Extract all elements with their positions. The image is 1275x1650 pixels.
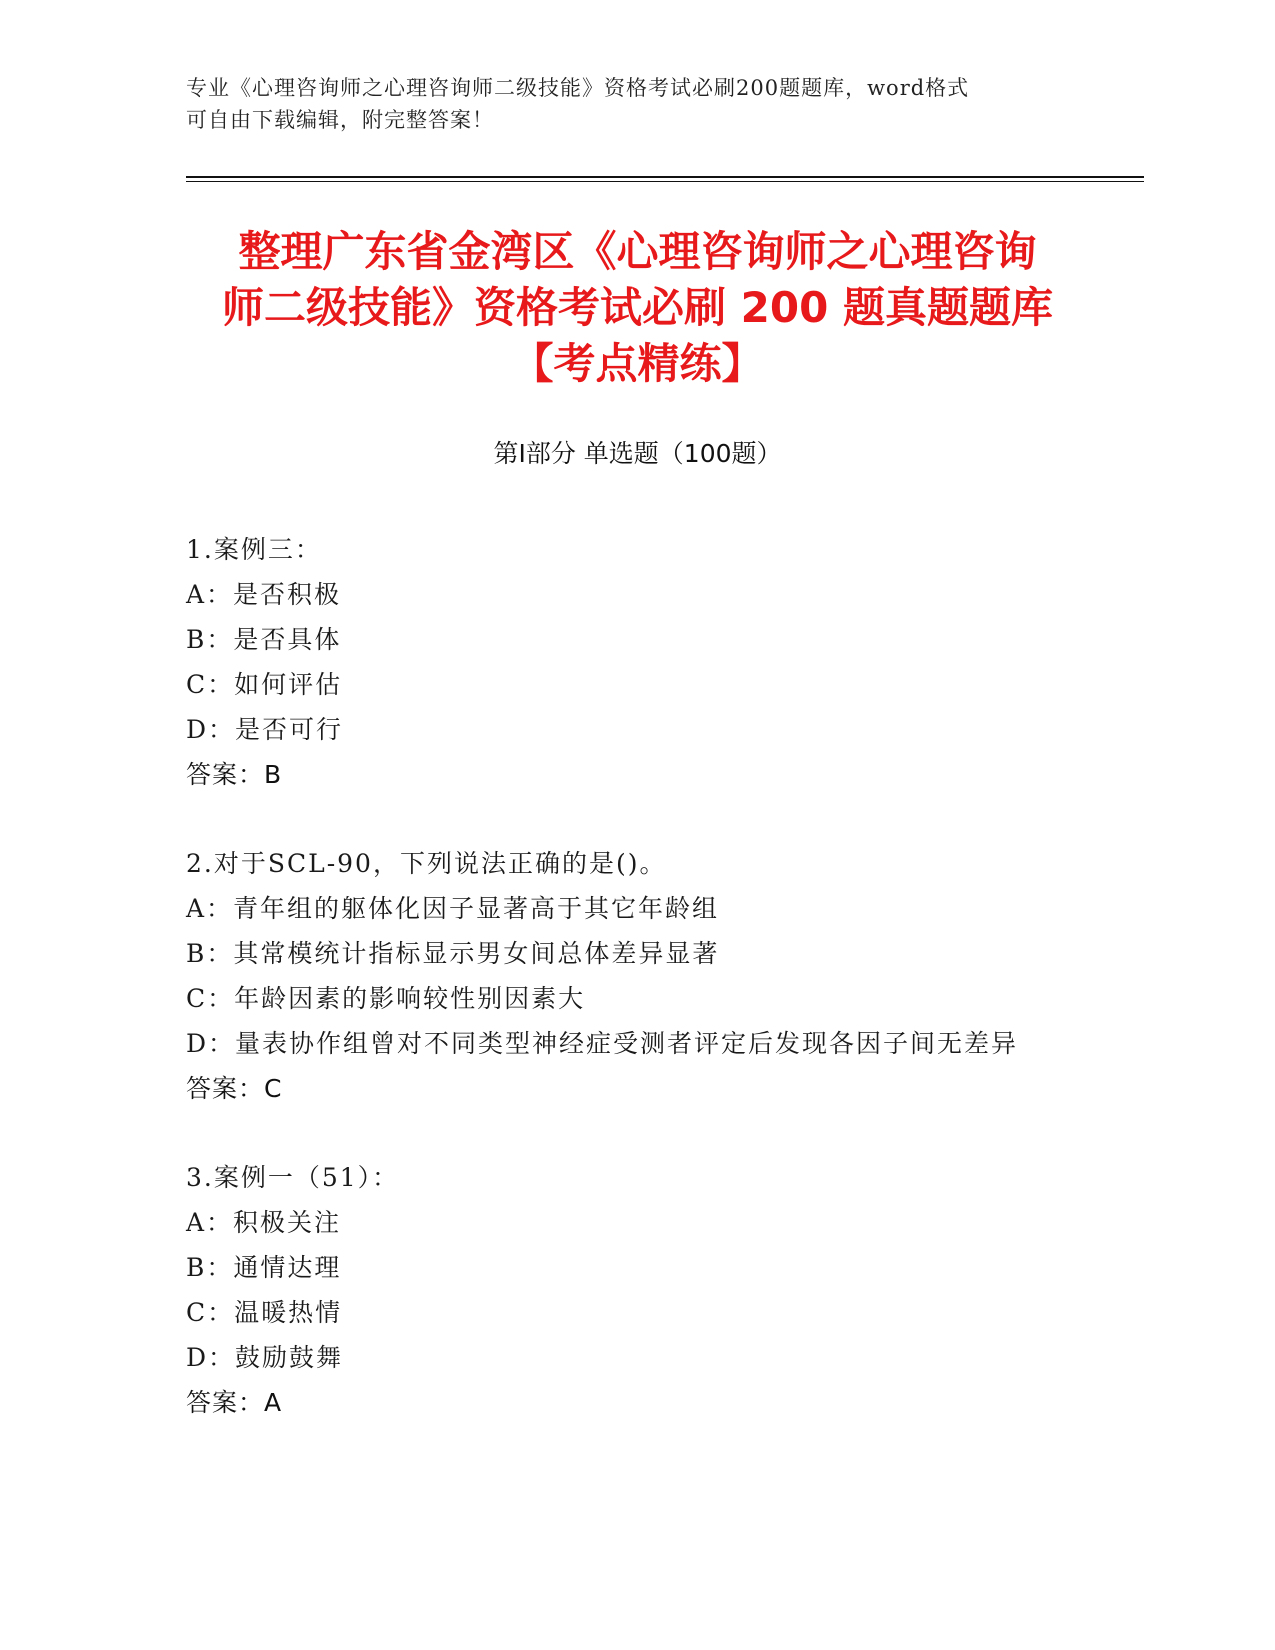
option-d: D：鼓励鼓舞 xyxy=(186,1343,344,1372)
title-line-3: 【考点精练】 xyxy=(511,339,764,388)
option-c: C：年龄因素的影响较性别因素大 xyxy=(186,984,586,1013)
option-c: C：如何评估 xyxy=(186,670,343,699)
question-stem: 2.对于SCL-90，下列说法正确的是()。 xyxy=(186,849,667,878)
option-a: A：积极关注 xyxy=(186,1208,342,1237)
question-list xyxy=(186,527,1086,1469)
document-title xyxy=(186,224,1089,392)
option-b: B：通情达理 xyxy=(186,1253,342,1282)
header-note-line-1: 专业《心理咨询师之心理咨询师二级技能》资格考试必刷200题题库，word格式 xyxy=(186,76,970,100)
question-stem: 3.案例一（51）： xyxy=(186,1163,400,1192)
header-divider-thin xyxy=(186,181,1144,182)
option-a: A：青年组的躯体化因子显著高于其它年龄组 xyxy=(186,894,720,923)
option-b: B：其常模统计指标显示男女间总体差异显著 xyxy=(186,939,720,968)
question-2 xyxy=(186,841,1086,1111)
title-line-2: 师二级技能》资格考试必刷 200 题真题题库 xyxy=(222,283,1053,332)
answer: 答案：C xyxy=(186,1074,283,1103)
option-b: B：是否具体 xyxy=(186,625,342,654)
section-title: 第Ⅰ部分 单选题（100题） xyxy=(493,439,782,468)
header-divider-thick xyxy=(186,176,1144,178)
question-1 xyxy=(186,527,1086,797)
option-a: A：是否积极 xyxy=(186,580,342,609)
option-d: D：量表协作组曾对不同类型神经症受测者评定后发现各因子间无差异 xyxy=(186,1029,1019,1058)
question-stem: 1.案例三： xyxy=(186,535,322,564)
title-line-1: 整理广东省金湾区《心理咨询师之心理咨询 xyxy=(238,227,1037,276)
answer: 答案：A xyxy=(186,1388,283,1417)
header-note xyxy=(186,72,1086,136)
answer: 答案：B xyxy=(186,760,283,789)
question-3 xyxy=(186,1155,1086,1425)
option-c: C：温暖热情 xyxy=(186,1298,343,1327)
option-d: D：是否可行 xyxy=(186,715,344,744)
header-note-line-2: 可自由下载编辑，附完整答案！ xyxy=(186,108,494,132)
